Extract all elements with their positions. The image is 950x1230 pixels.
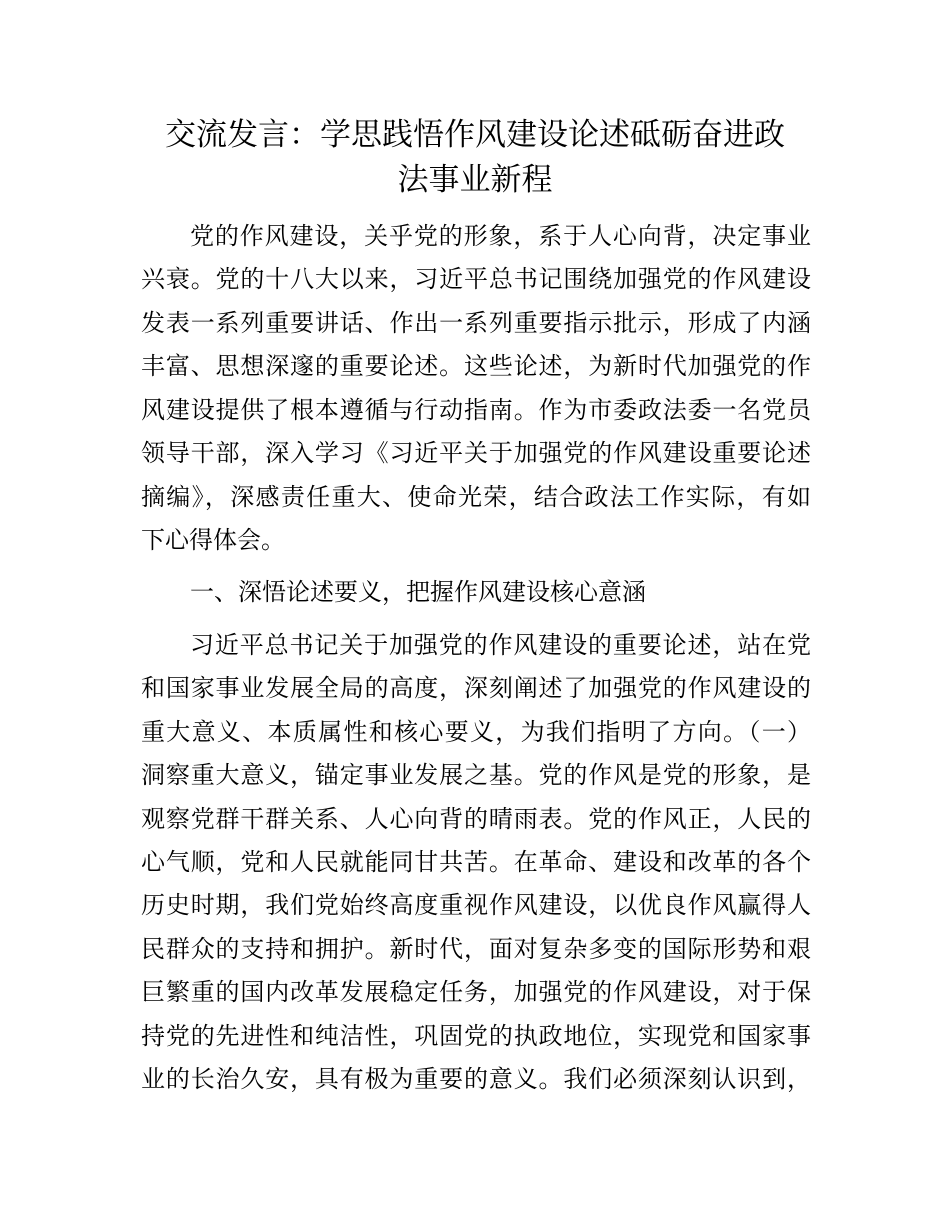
text-line: 洞察重大意义，锚定事业发展之基。党的作风是党的形象，是 bbox=[141, 761, 811, 789]
text-line: 党的作风建设，关乎党的形象，系于人心向背，决定事业 bbox=[190, 222, 811, 250]
text-line: 领导干部，深入学习《习近平关于加强党的作风建设重要论述 bbox=[141, 439, 811, 467]
text-line: 持党的先进性和纯洁性，巩固党的执政地位，实现党和国家事 bbox=[141, 1022, 811, 1050]
section-heading: 一、深悟论述要义，把握作风建设核心意涵 bbox=[190, 578, 646, 606]
text-line: 重大意义、本质属性和核心要义，为我们指明了方向。（一） bbox=[141, 718, 811, 746]
text-line: 兴衰。党的十八大以来，习近平总书记围绕加强党的作风建设 bbox=[141, 265, 811, 293]
text-line: 巨繁重的国内改革发展稳定任务，加强党的作风建设，对于保 bbox=[141, 978, 811, 1006]
text-line: 和国家事业发展全局的高度，深刻阐述了加强党的作风建设的 bbox=[141, 674, 811, 702]
text-line: 发表一系列重要讲话、作出一系列重要指示批示，形成了内涵 bbox=[141, 309, 811, 337]
text-line: 心气顺，党和人民就能同甘共苦。在革命、建设和改革的各个 bbox=[141, 848, 811, 876]
text-line: 丰富、思想深邃的重要论述。这些论述，为新时代加强党的作 bbox=[141, 352, 811, 380]
text-line: 下心得体会。 bbox=[141, 526, 285, 554]
document-title-line-2: 法事业新程 bbox=[397, 162, 553, 198]
text-line: 民群众的支持和拥护。新时代，面对复杂多变的国际形势和艰 bbox=[141, 935, 811, 963]
document-title-line-1: 交流发言：学思践悟作风建设论述砥砺奋进政 bbox=[165, 117, 785, 153]
text-line: 风建设提供了根本遵循与行动指南。作为市委政法委一名党员 bbox=[141, 396, 811, 424]
text-line: 习近平总书记关于加强党的作风建设的重要论述，站在党 bbox=[190, 631, 811, 659]
text-line: 历史时期，我们党始终高度重视作风建设，以优良作风赢得人 bbox=[141, 891, 811, 919]
text-line: 观察党群干群关系、人心向背的晴雨表。党的作风正，人民的 bbox=[141, 805, 811, 833]
text-line: 摘编》，深感责任重大、使命光荣，结合政法工作实际，有如 bbox=[141, 483, 811, 511]
text-line: 业的长治久安，具有极为重要的意义。我们必须深刻认识到， bbox=[141, 1065, 811, 1093]
